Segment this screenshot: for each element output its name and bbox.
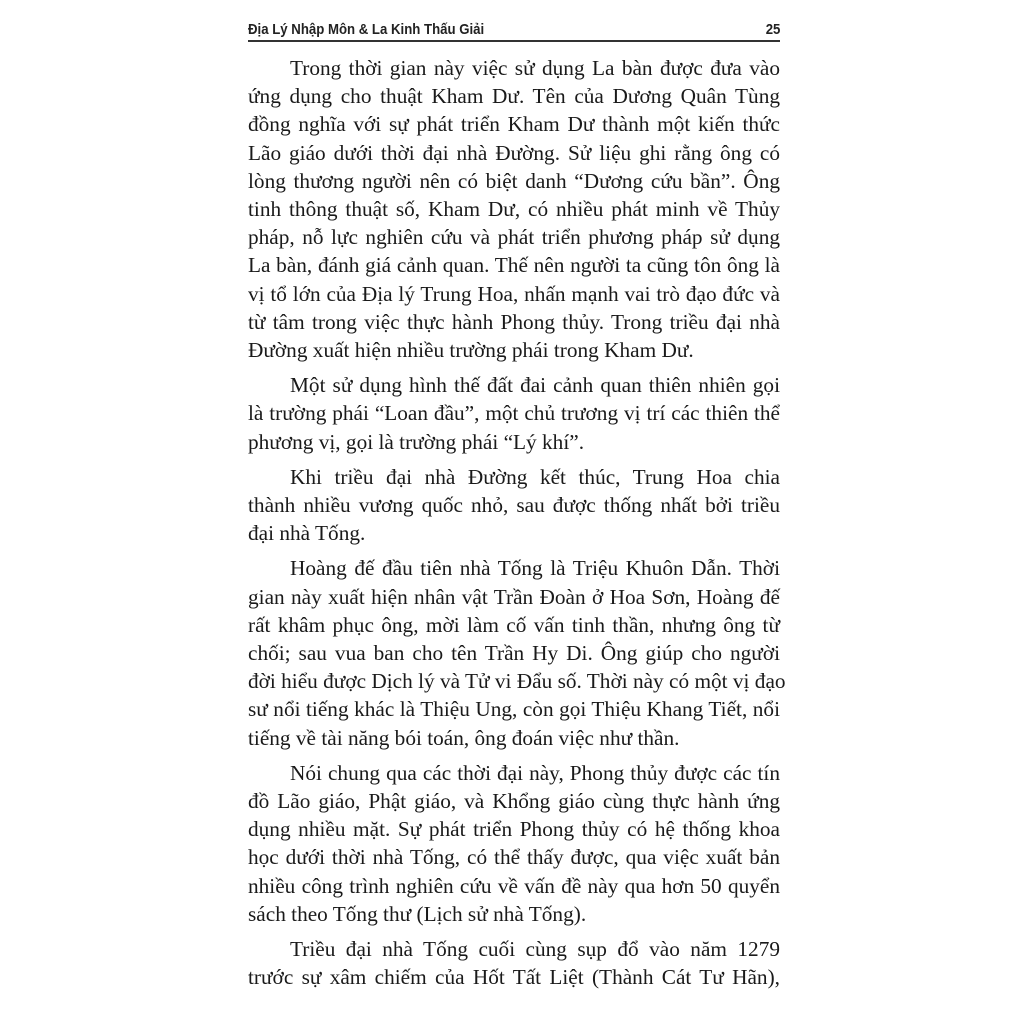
text-line: Lão giáo dưới thời đại nhà Đường. Sử liệu ghi rằng ông có	[248, 140, 780, 165]
page-number: 25	[765, 21, 781, 38]
text-line: Nói chung qua các thời đại này, Phong thủy được các tín	[290, 760, 780, 785]
text-line: Triều đại nhà Tống cuối cùng sụp đổ vào năm 1279	[290, 937, 780, 962]
paragraph	[248, 463, 780, 548]
text-line: phương vị, gọi là trường phái “Lý khí”.	[248, 429, 585, 454]
header-rule	[248, 40, 780, 42]
text-line: đồ Lão giáo, Phật giáo, và Khổng giáo cùng thực hành ứng	[248, 789, 780, 814]
text-line: thành nhiều vương quốc nhỏ, sau được thống nhất bởi triều	[248, 493, 780, 518]
text-line: La bàn, đánh giá cảnh quan. Thế nên người ta cũng tôn ông là	[248, 253, 780, 278]
text-line: tiếng về tài năng bói toán, ông đoán việc như thần.	[248, 725, 680, 750]
paragraph	[248, 371, 780, 456]
text-line: vị tổ lớn của Địa lý Trung Hoa, nhấn mạnh vai trò đạo đức và	[248, 281, 780, 306]
text-line: học dưới thời nhà Tống, có thể thấy được, qua việc xuất bản	[248, 845, 780, 870]
text-line: đời hiểu được Dịch lý và Tử vi Đẩu số. Thời này có một vị đạo	[248, 669, 786, 694]
text-line: đồng nghĩa với sự phát triển Kham Dư thành một kiến thức	[248, 112, 780, 137]
paragraph	[248, 554, 786, 751]
text-line: sư nổi tiếng khác là Thiệu Ung, còn gọi Thiệu Khang Tiết, nổi	[248, 697, 780, 722]
text-line: rất khâm phục ông, mời làm cố vấn tinh thần, nhưng ông từ	[248, 612, 780, 637]
text-line: là trường phái “Loan đầu”, một chủ trương vị trí các thiên thể	[248, 401, 780, 426]
text-line: đại nhà Tống.	[248, 521, 366, 546]
text-line: pháp, nỗ lực nghiên cứu và phát triển phương pháp sử dụng	[248, 225, 780, 250]
text-line: Hoàng đế đầu tiên nhà Tống là Triệu Khuôn Dẫn. Thời	[290, 556, 780, 581]
text-line: Trong thời gian này việc sử dụng La bàn được đưa vào	[290, 56, 780, 80]
text-line: từ tâm trong việc thực hành Phong thủy. Trong triều đại nhà	[248, 309, 780, 334]
header-title: Địa Lý Nhập Môn & La Kinh Thấu Giải	[248, 21, 485, 38]
paragraph	[248, 759, 780, 928]
text-line: Đường xuất hiện nhiều trường phái trong Kham Dư.	[248, 338, 694, 363]
text-line: tinh thông thuật số, Kham Dư, có nhiều phát minh về Thủy	[248, 197, 780, 222]
book-page	[248, 12, 786, 999]
text-line: Một sử dụng hình thế đất đai cảnh quan thiên nhiên gọi	[290, 373, 780, 398]
text-line: trước sự xâm chiếm của Hốt Tất Liệt (Thành Cát Tư Hãn),	[248, 965, 780, 990]
text-line: gian này xuất hiện nhân vật Trần Đoàn ở Hoa Sơn, Hoàng đế	[248, 584, 780, 609]
running-header	[248, 12, 780, 38]
paragraph	[248, 54, 780, 364]
text-line: Khi triều đại nhà Đường kết thúc, Trung Hoa chia	[290, 464, 780, 489]
body-text	[248, 54, 786, 992]
text-line: ứng dụng cho thuật Kham Dư. Tên của Dương Quân Tùng	[248, 84, 780, 109]
text-line: dụng nhiều mặt. Sự phát triển Phong thủy có hệ thống khoa	[248, 817, 780, 842]
paragraph	[248, 935, 780, 991]
text-line: lòng thương người nên có biệt danh “Dương cứu bần”. Ông	[248, 168, 780, 193]
text-line: chối; sau vua ban cho tên Trần Hy Di. Ông giúp cho người	[248, 641, 780, 666]
text-line: nhiều công trình nghiên cứu về vấn đề này qua hơn 50 quyển	[248, 873, 780, 898]
text-line: sách theo Tống thư (Lịch sử nhà Tống).	[248, 901, 587, 926]
